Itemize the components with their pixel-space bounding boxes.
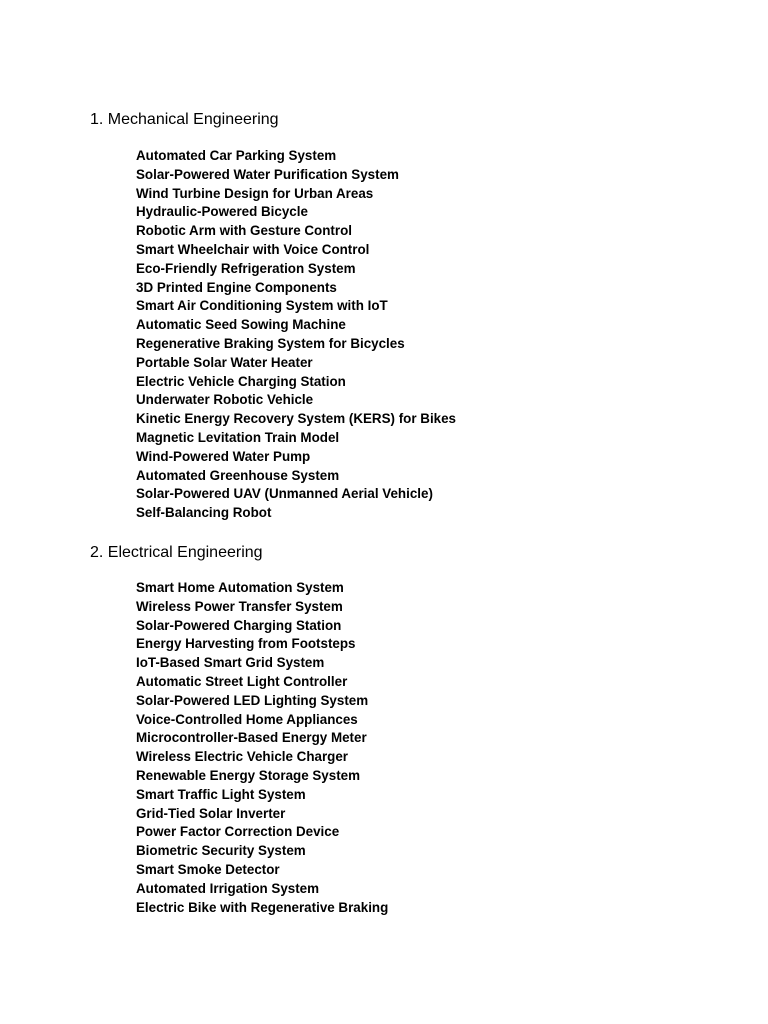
list-item-text: Automatic Seed Sowing Machine bbox=[136, 317, 346, 333]
list-item-text: Self-Balancing Robot bbox=[136, 505, 272, 521]
list-item-text: Smart Air Conditioning System with IoT bbox=[136, 298, 388, 314]
list-item-text: Solar-Powered Water Purification System bbox=[136, 166, 399, 182]
section-title: 1. Mechanical Engineering bbox=[90, 111, 279, 128]
list-item-text: Wind-Powered Water Pump bbox=[136, 448, 311, 464]
list-item-text: Microcontroller-Based Energy Meter bbox=[136, 730, 367, 746]
list-item-text: Automated Greenhouse System bbox=[136, 467, 340, 483]
list-item-text: Automated Irrigation System bbox=[136, 880, 320, 896]
list-item-text: Power Factor Correction Device bbox=[136, 824, 340, 840]
list-item-text: Smart Smoke Detector bbox=[136, 861, 280, 877]
list-item-text: IoT-Based Smart Grid System bbox=[136, 655, 325, 671]
list-item-text: Solar-Powered Charging Station bbox=[136, 617, 342, 633]
list-item-text: Wind Turbine Design for Urban Areas bbox=[136, 185, 374, 201]
list-item-text: Wireless Electric Vehicle Charger bbox=[136, 749, 349, 765]
list-item-text: Robotic Arm with Gesture Control bbox=[136, 223, 352, 239]
list-item-text: Portable Solar Water Heater bbox=[136, 354, 313, 370]
list-item-text: Smart Home Automation System bbox=[136, 580, 344, 595]
list-item-text: Solar-Powered UAV (Unmanned Aerial Vehicle) bbox=[136, 486, 433, 502]
list-item-text: Magnetic Levitation Train Model bbox=[136, 429, 340, 445]
list-item-text: 3D Printed Engine Components bbox=[136, 279, 337, 295]
list-item-text: Kinetic Energy Recovery System (KERS) for Bikes bbox=[136, 411, 457, 427]
list-item-text: Energy Harvesting from Footsteps bbox=[136, 636, 356, 652]
section-title: 2. Electrical Engineering bbox=[90, 544, 263, 561]
list-item-text: Wireless Power Transfer System bbox=[136, 598, 343, 614]
list-item-text: Solar-Powered LED Lighting System bbox=[136, 692, 369, 708]
list-item-text: Automated Car Parking System bbox=[136, 148, 337, 163]
list-item-text: Automatic Street Light Controller bbox=[136, 673, 348, 689]
list-item-text: Smart Traffic Light System bbox=[136, 786, 306, 802]
list-item-text: Grid-Tied Solar Inverter bbox=[136, 805, 286, 821]
list-item-text: Electric Bike with Regenerative Braking bbox=[136, 899, 389, 915]
list-item-text: Smart Wheelchair with Voice Control bbox=[136, 241, 370, 257]
list-item-text: Regenerative Braking System for Bicycles bbox=[136, 335, 405, 351]
list-item-text: Eco-Friendly Refrigeration System bbox=[136, 260, 356, 276]
list-item-text: Electric Vehicle Charging Station bbox=[136, 373, 346, 389]
list-item-text: Voice-Controlled Home Appliances bbox=[136, 711, 358, 727]
list-item-text: Underwater Robotic Vehicle bbox=[136, 392, 314, 408]
list-item-text: Renewable Energy Storage System bbox=[136, 767, 361, 783]
list-item-text: Biometric Security System bbox=[136, 843, 306, 859]
list-item-text: Hydraulic-Powered Bicycle bbox=[136, 204, 308, 220]
